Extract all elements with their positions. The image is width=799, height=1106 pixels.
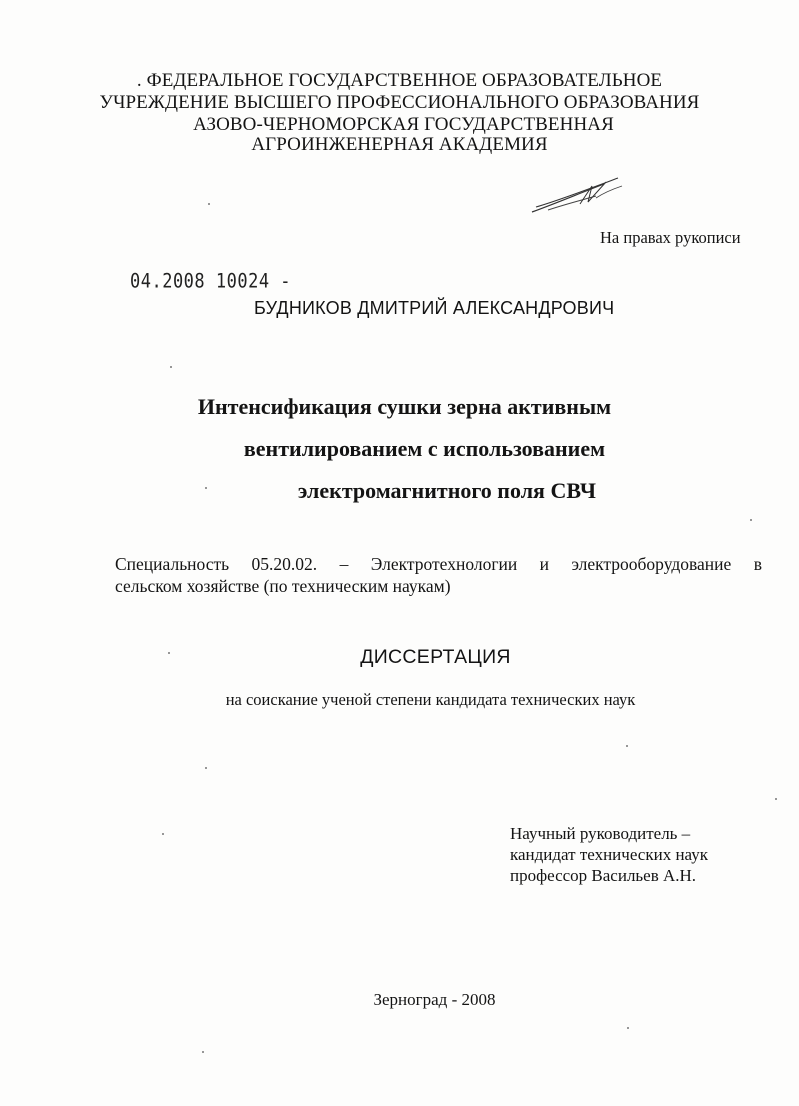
specialty-line-2: сельском хозяйстве (по техническим наукам): [115, 576, 451, 596]
advisor-line-1: Научный руководитель –: [510, 824, 691, 843]
scan-speck: [208, 203, 210, 205]
specialty-line-1: Специальность 05.20.02. – Электротехнологии и электрооборудование в: [115, 554, 762, 574]
scan-speck: [170, 366, 172, 368]
institution-line-3: АЗОВО-ЧЕРНОМОРСКАЯ ГОСУДАРСТВЕННАЯ: [193, 114, 614, 135]
title-line-3: электромагнитного поля СВЧ: [297, 478, 597, 503]
advisor-line-2: кандидат технических наук: [510, 845, 708, 864]
signature-mark: [526, 174, 626, 218]
manuscript-note: На правах рукописи: [600, 228, 741, 247]
scan-speck: [202, 1051, 204, 1053]
institution-line-4: АГРОИНЖЕНЕРНАЯ АКАДЕМИЯ: [251, 134, 548, 155]
institution-line-2: УЧРЕЖДЕНИЕ ВЫСШЕГО ПРОФЕССИОНАЛЬНОГО ОБРАЗОВАНИЯ: [99, 92, 700, 113]
author-name: БУДНИКОВ ДМИТРИЙ АЛЕКСАНДРОВИЧ: [254, 298, 615, 318]
scan-speck: [205, 767, 207, 769]
institution-line-1: . ФЕДЕРАЛЬНОЕ ГОСУДАРСТВЕННОЕ ОБРАЗОВАТЕЛЬНОЕ: [136, 70, 663, 91]
advisor-line-3: профессор Васильев А.Н.: [510, 866, 697, 885]
title-line-2: вентилированием с использованием: [243, 436, 606, 461]
degree-line: на соискание ученой степени кандидата технических наук: [225, 690, 636, 709]
advisor-block: [510, 823, 708, 886]
scan-speck: [162, 833, 164, 835]
registration-number: 04.2008 10024 -: [130, 270, 292, 293]
city-year: Зерноград - 2008: [373, 990, 496, 1009]
scan-speck: [750, 519, 752, 521]
title-line-1: Интенсификация сушки зерна активным: [197, 394, 612, 419]
specialty-block: [115, 553, 762, 597]
scan-speck: [626, 745, 628, 747]
scan-speck: [627, 1027, 629, 1029]
scan-speck: [205, 487, 207, 489]
scan-speck: [775, 798, 777, 800]
scan-speck: [168, 652, 170, 654]
document-type: ДИССЕРТАЦИЯ: [360, 646, 511, 668]
